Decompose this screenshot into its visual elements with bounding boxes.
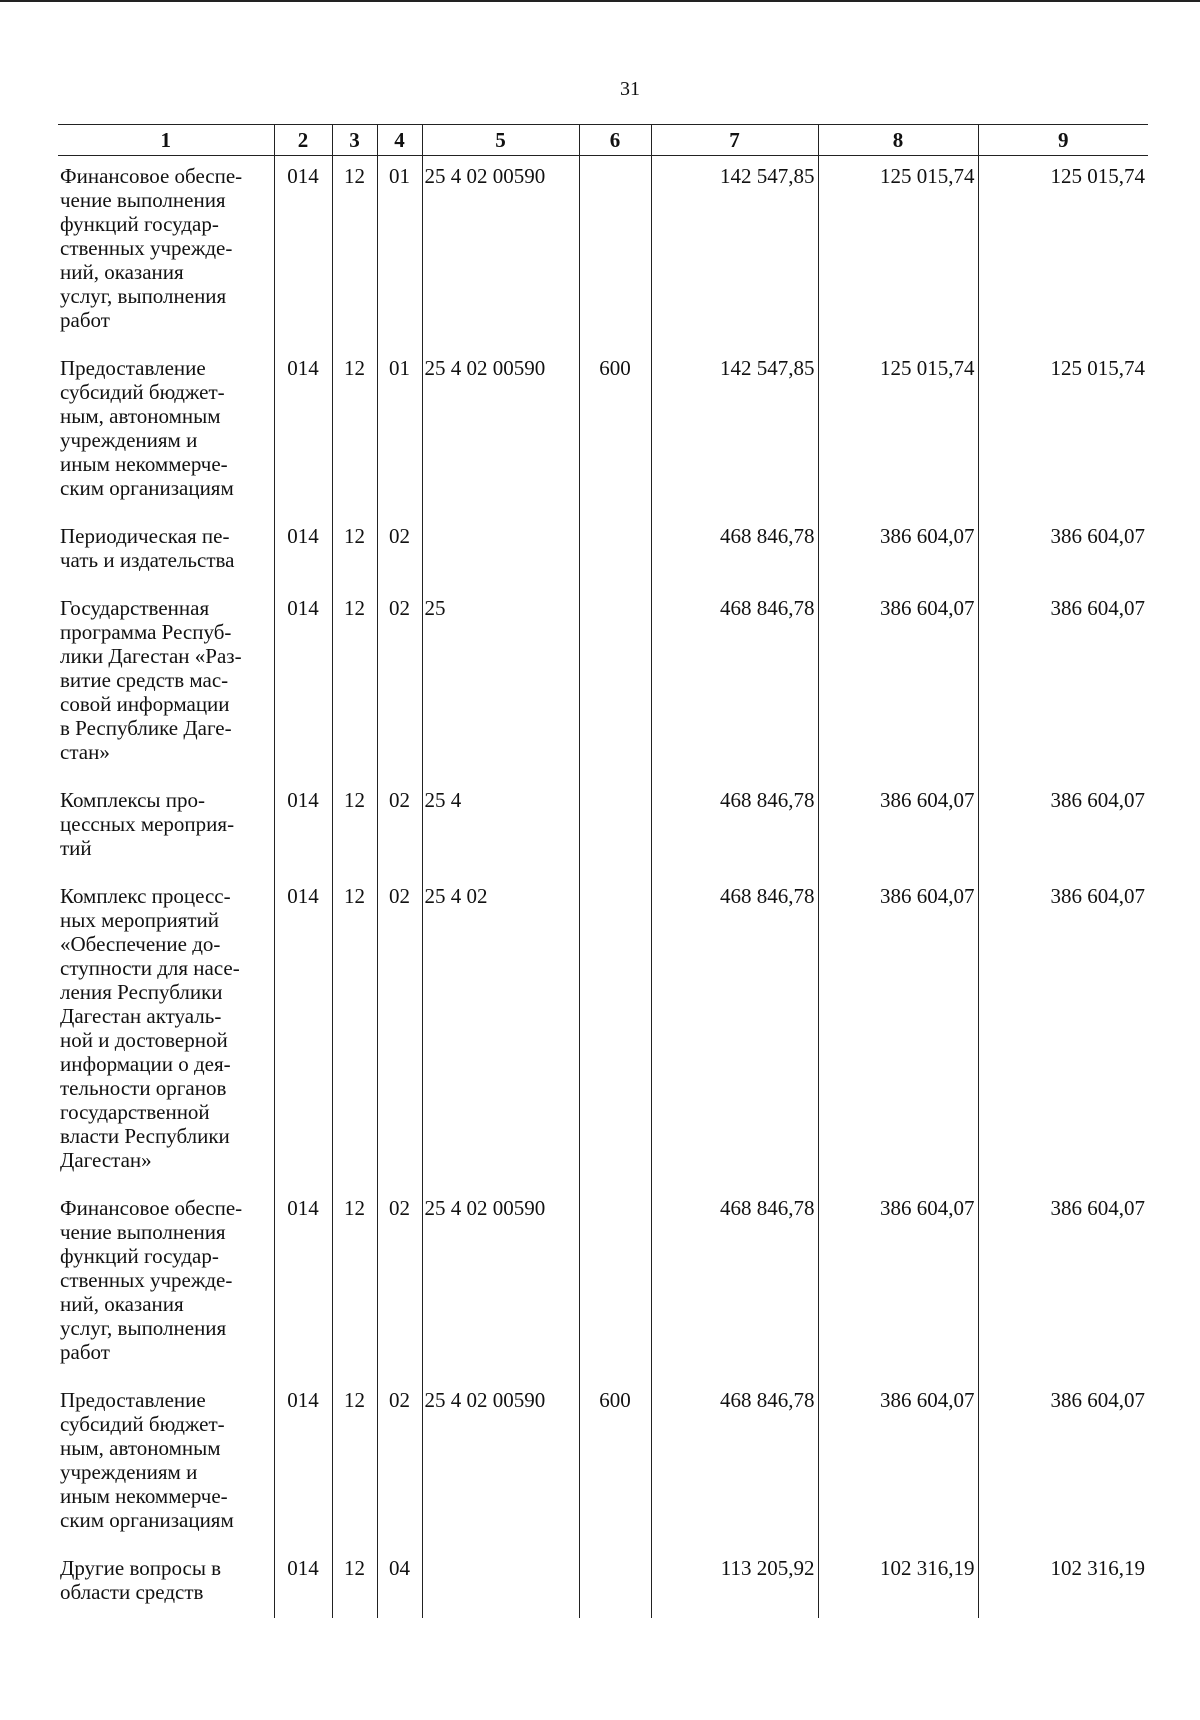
table-row <box>58 1548 1148 1618</box>
header-row <box>58 125 1148 156</box>
cell-amount-col9: 386 604,07 <box>978 876 1148 1188</box>
cell-amount-col7: 142 547,85 <box>651 348 818 516</box>
cell-amount-col9: 386 604,07 <box>978 588 1148 780</box>
budget-table <box>58 124 1148 1618</box>
cell-target-article: 25 4 02 00590 <box>422 348 579 516</box>
cell-amount-col9: 386 604,07 <box>978 1188 1148 1380</box>
cell-target-article: 25 4 02 00590 <box>422 1380 579 1548</box>
table-row <box>58 348 1148 516</box>
cell-subsection-code: 02 <box>377 516 422 588</box>
table-row <box>58 588 1148 780</box>
table-row <box>58 1188 1148 1380</box>
cell-amount-col7: 142 547,85 <box>651 156 818 349</box>
column-header-9: 9 <box>978 125 1148 156</box>
cell-expense-type <box>579 780 651 876</box>
cell-amount-col9: 386 604,07 <box>978 1380 1148 1548</box>
cell-subsection-code: 01 <box>377 156 422 349</box>
cell-section-code: 12 <box>332 780 377 876</box>
cell-section-code: 12 <box>332 156 377 349</box>
row-name: Предоставление субсидий бюджет- ным, автономным учреждениям и иным некоммерче- ским организациям <box>60 356 234 500</box>
cell-amount-col7: 468 846,78 <box>651 876 818 1188</box>
cell-target-article: 25 4 02 00590 <box>422 156 579 349</box>
cell-subsection-code: 01 <box>377 348 422 516</box>
column-header-3: 3 <box>332 125 377 156</box>
cell-amount-col9: 125 015,74 <box>978 348 1148 516</box>
cell-target-article: 25 <box>422 588 579 780</box>
cell-amount-col7: 468 846,78 <box>651 516 818 588</box>
cell-target-article <box>422 516 579 588</box>
table-row <box>58 780 1148 876</box>
cell-target-article: 25 4 02 <box>422 876 579 1188</box>
cell-subsection-code: 02 <box>377 780 422 876</box>
cell-ministry-code: 014 <box>274 876 332 1188</box>
cell-expense-type <box>579 1188 651 1380</box>
table-header <box>58 125 1148 156</box>
cell-target-article <box>422 1548 579 1618</box>
cell-amount-col8: 386 604,07 <box>818 1380 978 1548</box>
row-name: Финансовое обеспе- чение выполнения функций государ- ственных учрежде- ний, оказания услуг, выполнения работ <box>60 1196 243 1364</box>
cell-amount-col9: 102 316,19 <box>978 1548 1148 1618</box>
cell-amount-col8: 125 015,74 <box>818 156 978 349</box>
cell-target-article: 25 4 <box>422 780 579 876</box>
cell-section-code: 12 <box>332 1548 377 1618</box>
column-header-7: 7 <box>651 125 818 156</box>
column-header-1: 1 <box>58 125 274 156</box>
row-name: Предоставление субсидий бюджет- ным, автономным учреждениям и иным некоммерче- ским организациям <box>60 1388 234 1532</box>
cell-amount-col7: 468 846,78 <box>651 1380 818 1548</box>
cell-expense-type <box>579 588 651 780</box>
row-name: Государственная программа Респуб- лики Дагестан «Раз- витие средств мас- совой информации в Республике Даге- стан» <box>60 596 242 764</box>
cell-amount-col7: 113 205,92 <box>651 1548 818 1618</box>
cell-ministry-code: 014 <box>274 1548 332 1618</box>
cell-amount-col8: 386 604,07 <box>818 1188 978 1380</box>
cell-amount-col7: 468 846,78 <box>651 1188 818 1380</box>
cell-expense-type: 600 <box>579 348 651 516</box>
row-name: Другие вопросы в области средств <box>60 1556 222 1604</box>
row-name: Комплексы про- цессных мероприя- тий <box>60 788 235 860</box>
column-header-4: 4 <box>377 125 422 156</box>
column-header-2: 2 <box>274 125 332 156</box>
cell-expense-type <box>579 876 651 1188</box>
cell-amount-col8: 386 604,07 <box>818 876 978 1188</box>
cell-section-code: 12 <box>332 876 377 1188</box>
cell-section-code: 12 <box>332 516 377 588</box>
cell-subsection-code: 02 <box>377 1380 422 1548</box>
cell-subsection-code: 02 <box>377 588 422 780</box>
cell-section-code: 12 <box>332 1188 377 1380</box>
cell-expense-type <box>579 156 651 349</box>
cell-section-code: 12 <box>332 348 377 516</box>
cell-section-code: 12 <box>332 588 377 780</box>
table-row <box>58 156 1148 349</box>
column-header-6: 6 <box>579 125 651 156</box>
cell-target-article: 25 4 02 00590 <box>422 1188 579 1380</box>
cell-amount-col8: 386 604,07 <box>818 780 978 876</box>
table-body <box>58 156 1148 1619</box>
cell-ministry-code: 014 <box>274 780 332 876</box>
cell-amount-col9: 125 015,74 <box>978 156 1148 349</box>
column-header-5: 5 <box>422 125 579 156</box>
table-row <box>58 1380 1148 1548</box>
cell-amount-col8: 125 015,74 <box>818 348 978 516</box>
row-name: Комплекс процесс- ных мероприятий «Обеспечение до- ступности для насе- ления Республики Дагестан актуаль- ной и достоверной информации о дея- тельности органов государственной власти Республики Дагестан» <box>60 884 240 1172</box>
page-number: 31 <box>620 78 640 100</box>
cell-amount-col8: 386 604,07 <box>818 588 978 780</box>
cell-amount-col9: 386 604,07 <box>978 780 1148 876</box>
cell-amount-col8: 386 604,07 <box>818 516 978 588</box>
cell-subsection-code: 02 <box>377 1188 422 1380</box>
cell-expense-type: 600 <box>579 1380 651 1548</box>
cell-subsection-code: 04 <box>377 1548 422 1618</box>
cell-expense-type <box>579 1548 651 1618</box>
cell-subsection-code: 02 <box>377 876 422 1188</box>
row-name: Периодическая пе- чать и издательства <box>60 524 235 572</box>
cell-amount-col7: 468 846,78 <box>651 588 818 780</box>
cell-ministry-code: 014 <box>274 1188 332 1380</box>
column-header-8: 8 <box>818 125 978 156</box>
cell-ministry-code: 014 <box>274 1380 332 1548</box>
cell-amount-col8: 102 316,19 <box>818 1548 978 1618</box>
cell-section-code: 12 <box>332 1380 377 1548</box>
cell-ministry-code: 014 <box>274 156 332 349</box>
cell-amount-col7: 468 846,78 <box>651 780 818 876</box>
table-row <box>58 876 1148 1188</box>
cell-ministry-code: 014 <box>274 588 332 780</box>
cell-expense-type <box>579 516 651 588</box>
row-name: Финансовое обеспе- чение выполнения функций государ- ственных учрежде- ний, оказания услуг, выполнения работ <box>60 164 243 332</box>
cell-ministry-code: 014 <box>274 516 332 588</box>
top-rule <box>0 0 1200 2</box>
table-row <box>58 516 1148 588</box>
cell-ministry-code: 014 <box>274 348 332 516</box>
cell-amount-col9: 386 604,07 <box>978 516 1148 588</box>
